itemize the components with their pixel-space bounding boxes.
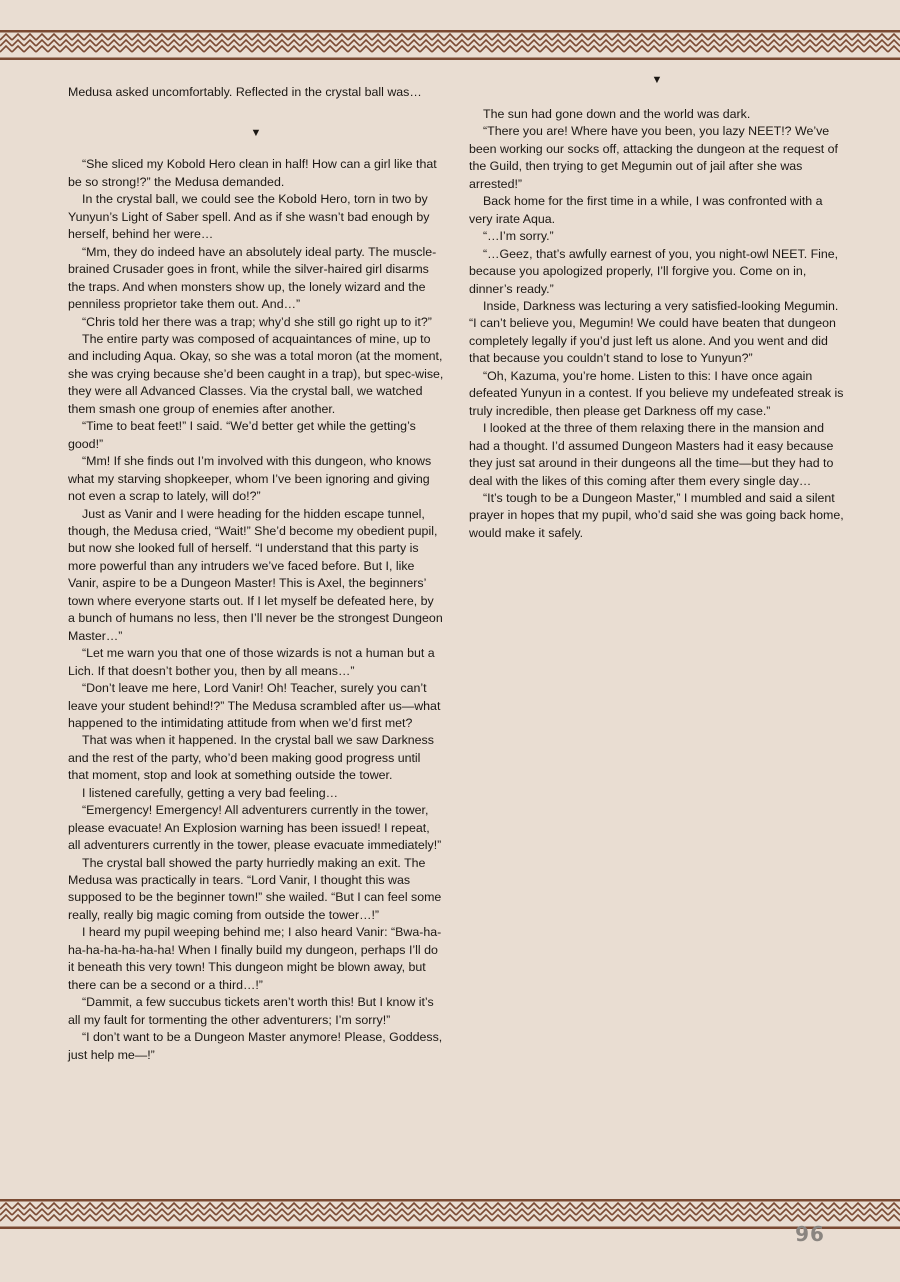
left-text-column bbox=[68, 84, 444, 1064]
paragraph: Back home for the first time in a while, I was confronted with a very irate Aqua. bbox=[469, 194, 823, 226]
paragraph: Just as Vanir and I were heading for the hidden escape tunnel, though, the Medusa cried, “Wait!” She’d become my obedient pupil, but now she looked full of herself. “I understand that this party is more powerful than any intruders we’ve faced before. But I, like Vanir, aspire to be a Dungeon Master! This is Axel, the beginners’ town where everyone starts out. If I let myself be defeated here, by a bunch of humans no less, then I’ll never be the strongest Dungeon Master…” bbox=[68, 506, 443, 643]
paragraph: “She sliced my Kobold Hero clean in half! How can a girl like that be so strong!?” the Medusa demanded. bbox=[68, 157, 437, 189]
paragraph: “…I’m sorry.” bbox=[483, 229, 554, 244]
paragraph: The crystal ball showed the party hurriedly making an exit. The Medusa was practically in tears. “Lord Vanir, I thought this was supposed to be the beginner town!” she wailed. “But I can feel some really, really big magic coming from outside the tower…!” bbox=[68, 855, 442, 922]
paragraph: “…Geez, that’s awfully earnest of you, you night-owl NEET. Fine, because you apologized properly, I’ll forgive you. Come on in, dinner’s ready.” bbox=[469, 246, 839, 296]
paragraph: “Dammit, a few succubus tickets aren’t worth this! But I know it’s all my fault for tormenting the other adventurers; I’m sorry!” bbox=[68, 995, 434, 1027]
paragraph bbox=[68, 244, 444, 314]
paragraph: “Chris told her there was a trap; why’d she still go right up to it?” bbox=[82, 314, 432, 329]
paragraph: Inside, Darkness was lecturing a very satisfied-looking Megumin. “I can’t believe you, Megumin! We could have beaten that dungeon completely legally if you’d just left us alone. And you went and did that because you couldn’t stand to lose to Yunyun?” bbox=[469, 298, 839, 366]
paragraph: The sun had gone down and the world was dark. bbox=[483, 107, 751, 121]
paragraph: “Let me warn you that one of those wizards is not a human but a Lich. If that doesn’t bother you, then by all means…” bbox=[68, 646, 435, 678]
bottom-decorative-border bbox=[0, 1199, 900, 1229]
scene-break-marker: ▼ bbox=[651, 74, 663, 86]
right-text-column bbox=[469, 74, 845, 542]
paragraph: “Oh, Kazuma, you’re home. Listen to this: I have once again defeated Yunyun in a contest. If you believe my undefeated streak is truly incredible, then please get Darkness off my case.” bbox=[469, 368, 844, 418]
paragraph: “There you are! Where have you been, you lazy NEET!? We’ve been working our socks off, attacking the dungeon at the request of the Guild, then trying to get Megumin out of jail after she was arrested!” bbox=[469, 124, 838, 191]
paragraph: “It’s tough to be a Dungeon Master,” I mumbled and said a silent prayer in hopes that my pupil, who’d said she was going back home, would make it safely. bbox=[469, 490, 844, 540]
paragraph: That was when it happened. In the crystal ball we saw Darkness and the rest of the party, who’d been making good progress until that moment, stop and look at something outside the tower. bbox=[68, 733, 434, 783]
paragraph: I looked at the three of them relaxing there in the mansion and had a thought. I’d assumed Dungeon Masters had it easy because they just sat around in their dungeons all the time—but they had to deal with the likes of this coming after them every single day… bbox=[469, 421, 834, 488]
paragraph: “Emergency! Emergency! All adventurers currently in the tower, please evacuate! An Explosion warning has been issued! I repeat, all adventurers currently in the tower, please evacuate immediately!” bbox=[68, 803, 442, 853]
paragraph: “Time to beat feet!” I said. “We’d better get while the getting’s good!” bbox=[68, 419, 416, 451]
paragraph: In the crystal ball, we could see the Kobold Hero, torn in two by Yunyun’s Light of Saber spell. And as if she wasn’t bad enough by herself, behind her were… bbox=[68, 192, 430, 242]
lead-line: Medusa asked uncomfortably. Reflected in the crystal ball was… bbox=[68, 85, 422, 99]
paragraph-text: “Mm, they do indeed have an absolutely ideal party. The muscle-brained Crusader goes in front, while the silver-haired girl disarms the traps. And when monsters show up, the lonely wizard and the penniless proprietor take them out. And…” bbox=[68, 244, 437, 312]
page-number: 96 bbox=[795, 1222, 825, 1246]
top-decorative-border bbox=[0, 30, 900, 60]
paragraph: I heard my pupil weeping behind me; I also heard Vanir: “Bwa-ha-ha-ha-ha-ha-ha-ha! When I finally build my dungeon, perhaps I’ll do it beneath this very town! This dungeon might be blown away, but there can be a second or a third…!” bbox=[68, 925, 442, 992]
scene-break-marker: ▼ bbox=[250, 127, 262, 140]
paragraph: The entire party was composed of acquaintances of mine, up to and including Aqua. Okay, so she was a total moron (at the moment, she was crying because she’d been caught in a trap), but spec-wise, they were all Advanced Classes. Via the crystal ball, we watched them smash one group of enemies after another. bbox=[68, 331, 444, 416]
paragraph: “Don’t leave me here, Lord Vanir! Oh! Teacher, surely you can’t leave your student behind!?” The Medusa scrambled after us—what happened to the intimidating attitude from when we’d first met? bbox=[68, 681, 441, 730]
paragraph: “I don’t want to be a Dungeon Master anymore! Please, Goddess, just help me—!” bbox=[68, 1030, 443, 1062]
paragraph: “Mm! If she finds out I’m involved with this dungeon, who knows what my starving shopkeeper, whom I’ve been ignoring and giving not even a scrap to lately, will do!?” bbox=[68, 454, 432, 504]
paragraph: I listened carefully, getting a very bad feeling… bbox=[82, 785, 338, 800]
